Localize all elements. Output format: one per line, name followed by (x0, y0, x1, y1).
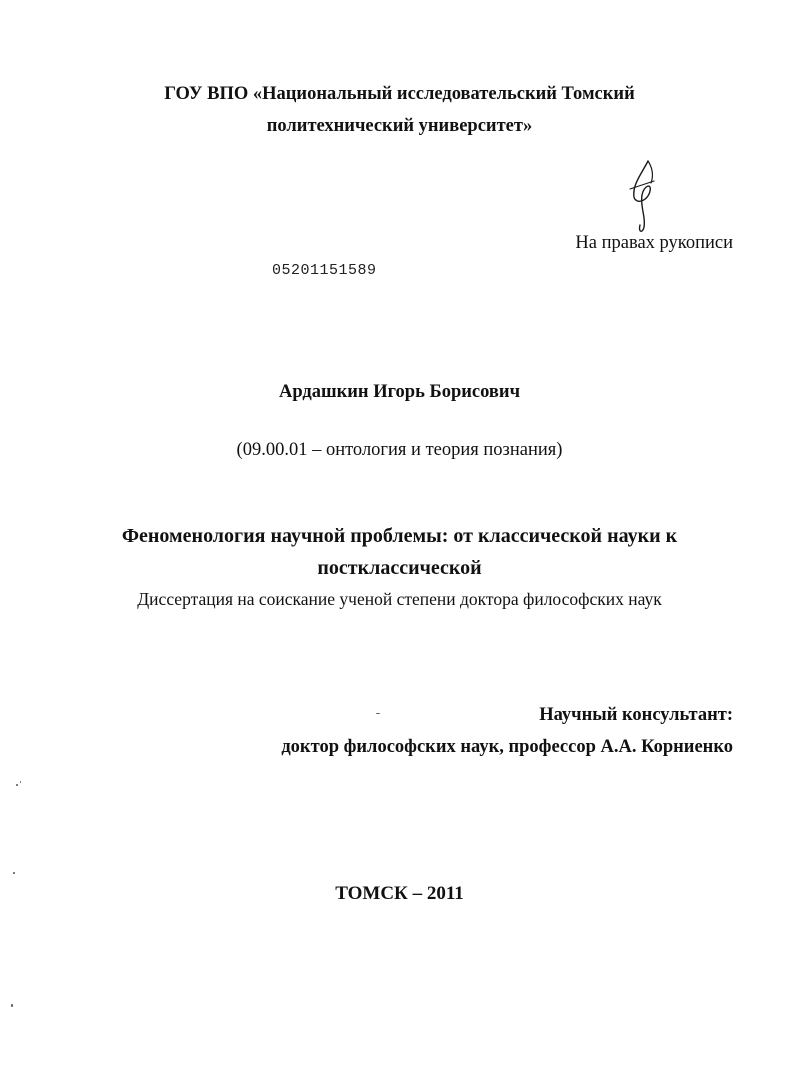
scan-speck (13, 872, 15, 874)
manuscript-rights-note: На правах рукописи (575, 233, 733, 253)
scan-speck (11, 1004, 13, 1007)
consultant-name: доктор философских наук, профессор А.А. Корниенко (281, 737, 733, 757)
city-year: ТОМСК – 2011 (335, 883, 464, 904)
institution-line-2: политехнический университет» (266, 116, 533, 136)
dissertation-title-line-2: постклассической (317, 557, 482, 579)
specialty-code: (09.00.01 – онтология и теория познания) (236, 440, 563, 460)
document-number-stamp: 05201151589 (272, 262, 377, 279)
dissertation-title-line-1: Феноменология научной проблемы: от классической науки к (121, 525, 678, 547)
scan-speck (376, 713, 380, 714)
dissertation-subtitle: Диссертация на соискание ученой степени доктора философских наук (137, 589, 662, 609)
handwritten-signature (618, 155, 668, 235)
consultant-label: Научный консультант: (539, 705, 733, 725)
scan-speck (16, 784, 18, 786)
author-name: Ардашкин Игорь Борисович (278, 382, 521, 402)
institution-line-1: ГОУ ВПО «Национальный исследовательский Томский (164, 84, 635, 104)
scan-speck (20, 781, 21, 783)
